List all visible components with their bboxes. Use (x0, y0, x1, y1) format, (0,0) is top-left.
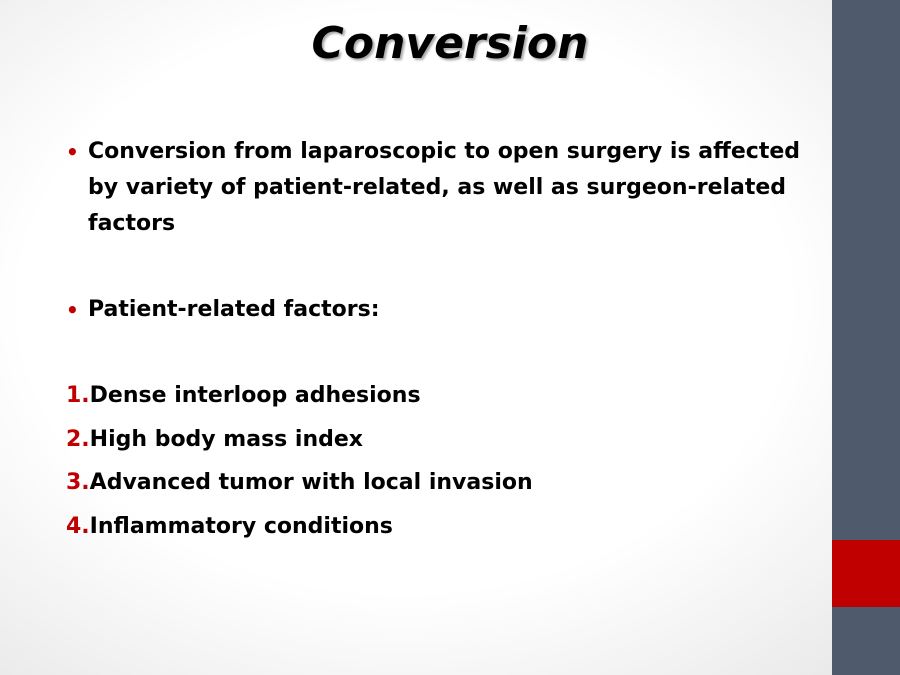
side-accent-block (832, 540, 900, 607)
numbered-item (66, 378, 816, 414)
bullet-text: Conversion from laparoscopic to open surgery is affected by variety of patient-related, as well as surgeon-related factors (88, 139, 801, 236)
bullet-item (66, 292, 816, 328)
item-number: 2. (66, 426, 90, 452)
bullet-dot-icon: • (66, 298, 79, 322)
item-text: High body mass index (89, 426, 363, 452)
item-number: 4. (66, 513, 90, 539)
bullet-dot-icon: • (66, 140, 79, 164)
bullet-text: Patient-related factors: (88, 297, 380, 322)
item-text: Dense interloop adhesions (89, 383, 421, 408)
numbered-item (66, 422, 816, 458)
numbered-item (66, 465, 816, 501)
item-text: Advanced tumor with local invasion (89, 470, 533, 495)
item-number: 1. (66, 383, 90, 408)
bullet-item (66, 134, 816, 242)
item-number: 3. (66, 470, 90, 495)
numbered-item (66, 509, 816, 545)
slide-content (66, 134, 816, 552)
slide-title: Conversion (311, 18, 589, 69)
item-text: Inflammatory conditions (89, 513, 393, 539)
